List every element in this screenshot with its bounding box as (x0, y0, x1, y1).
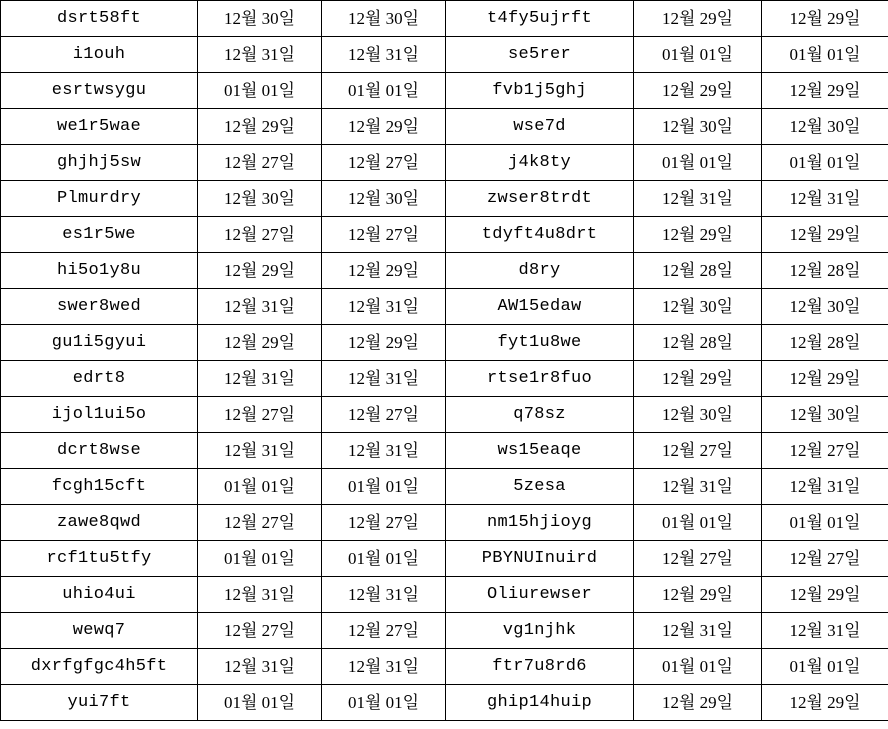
cell-left-id[interactable]: es1r5we (1, 217, 198, 253)
cell-left-date-1[interactable]: 01월 01일 (198, 73, 322, 109)
cell-left-date-2[interactable]: 12월 27일 (322, 613, 446, 649)
table-row (1, 145, 888, 181)
cell-right-date-2[interactable]: 12월 30일 (762, 109, 888, 145)
cell-right-date-1[interactable]: 12월 31일 (634, 181, 762, 217)
cell-left-id[interactable]: we1r5wae (1, 109, 198, 145)
cell-left-date-2[interactable]: 12월 31일 (322, 649, 446, 685)
cell-left-date-1[interactable]: 12월 31일 (198, 361, 322, 397)
cell-left-id[interactable]: uhio4ui (1, 577, 198, 613)
cell-left-date-2[interactable]: 12월 27일 (322, 397, 446, 433)
cell-left-id[interactable]: hi5o1y8u (1, 253, 198, 289)
cell-right-date-2[interactable]: 12월 29일 (762, 1, 888, 37)
cell-left-date-1[interactable]: 12월 27일 (198, 145, 322, 181)
cell-right-date-2[interactable]: 12월 31일 (762, 469, 888, 505)
cell-left-date-2[interactable]: 12월 29일 (322, 253, 446, 289)
cell-right-date-1[interactable]: 01월 01일 (634, 505, 762, 541)
cell-left-id[interactable]: edrt8 (1, 361, 198, 397)
cell-right-id[interactable]: Oliurewser (446, 577, 634, 613)
cell-left-date-2[interactable]: 12월 27일 (322, 505, 446, 541)
cell-left-id[interactable]: ijol1ui5o (1, 397, 198, 433)
cell-left-date-2[interactable]: 01월 01일 (322, 73, 446, 109)
table-row (1, 109, 888, 145)
cell-right-id[interactable]: fvb1j5ghj (446, 73, 634, 109)
cell-left-id[interactable]: i1ouh (1, 37, 198, 73)
cell-left-date-1[interactable]: 12월 29일 (198, 325, 322, 361)
cell-right-date-1[interactable]: 12월 29일 (634, 685, 762, 721)
cell-left-date-1[interactable]: 12월 27일 (198, 613, 322, 649)
cell-left-id[interactable]: swer8wed (1, 289, 198, 325)
cell-left-id[interactable]: Plmurdry (1, 181, 198, 217)
cell-right-date-2[interactable]: 01월 01일 (762, 37, 888, 73)
cell-left-date-1[interactable]: 12월 27일 (198, 217, 322, 253)
cell-left-date-2[interactable]: 12월 31일 (322, 37, 446, 73)
cell-right-date-1[interactable]: 12월 29일 (634, 577, 762, 613)
cell-right-date-1[interactable]: 12월 29일 (634, 361, 762, 397)
cell-right-id[interactable]: j4k8ty (446, 145, 634, 181)
cell-right-id[interactable]: nm15hjioyg (446, 505, 634, 541)
cell-left-date-1[interactable]: 12월 31일 (198, 433, 322, 469)
cell-right-date-1[interactable]: 01월 01일 (634, 649, 762, 685)
cell-right-date-1[interactable]: 12월 30일 (634, 397, 762, 433)
cell-right-id[interactable]: tdyft4u8drt (446, 217, 634, 253)
cell-left-id[interactable]: zawe8qwd (1, 505, 198, 541)
cell-right-id[interactable]: zwser8trdt (446, 181, 634, 217)
cell-right-date-2[interactable]: 12월 29일 (762, 73, 888, 109)
cell-right-id[interactable]: ftr7u8rd6 (446, 649, 634, 685)
cell-right-date-1[interactable]: 12월 29일 (634, 1, 762, 37)
cell-left-date-1[interactable]: 12월 31일 (198, 289, 322, 325)
cell-right-id[interactable]: vg1njhk (446, 613, 634, 649)
cell-right-date-2[interactable]: 12월 27일 (762, 433, 888, 469)
cell-left-date-2[interactable]: 01월 01일 (322, 541, 446, 577)
cell-left-id[interactable]: esrtwsygu (1, 73, 198, 109)
cell-left-date-1[interactable]: 12월 31일 (198, 37, 322, 73)
table-row (1, 577, 888, 613)
cell-left-id[interactable]: rcf1tu5tfy (1, 541, 198, 577)
cell-right-date-2[interactable]: 12월 28일 (762, 325, 888, 361)
table-row (1, 505, 888, 541)
table-row (1, 73, 888, 109)
cell-right-date-2[interactable]: 01월 01일 (762, 649, 888, 685)
cell-left-id[interactable]: yui7ft (1, 685, 198, 721)
cell-left-date-1[interactable]: 12월 30일 (198, 1, 322, 37)
cell-left-date-2[interactable]: 01월 01일 (322, 469, 446, 505)
table-row (1, 217, 888, 253)
table-row (1, 469, 888, 505)
cell-right-date-1[interactable]: 12월 27일 (634, 541, 762, 577)
cell-left-date-2[interactable]: 12월 29일 (322, 109, 446, 145)
table-row (1, 541, 888, 577)
table-row (1, 649, 888, 685)
cell-left-date-1[interactable]: 12월 29일 (198, 109, 322, 145)
cell-right-date-2[interactable]: 12월 31일 (762, 613, 888, 649)
cell-left-date-2[interactable]: 12월 31일 (322, 361, 446, 397)
cell-left-id[interactable]: fcgh15cft (1, 469, 198, 505)
cell-left-date-1[interactable]: 12월 31일 (198, 577, 322, 613)
cell-right-id[interactable]: q78sz (446, 397, 634, 433)
table-row (1, 289, 888, 325)
cell-right-date-1[interactable]: 12월 27일 (634, 433, 762, 469)
cell-right-date-1[interactable]: 01월 01일 (634, 37, 762, 73)
cell-right-date-1[interactable]: 12월 29일 (634, 217, 762, 253)
cell-left-id[interactable]: gu1i5gyui (1, 325, 198, 361)
cell-right-date-2[interactable]: 01월 01일 (762, 145, 888, 181)
cell-right-id[interactable]: rtse1r8fuo (446, 361, 634, 397)
table-row (1, 325, 888, 361)
cell-right-id[interactable]: wse7d (446, 109, 634, 145)
cell-right-date-2[interactable]: 12월 30일 (762, 397, 888, 433)
cell-right-date-1[interactable]: 12월 28일 (634, 325, 762, 361)
table-row (1, 361, 888, 397)
cell-left-date-2[interactable]: 01월 01일 (322, 685, 446, 721)
cell-left-date-1[interactable]: 12월 30일 (198, 181, 322, 217)
table-row (1, 37, 888, 73)
cell-left-id[interactable]: dcrt8wse (1, 433, 198, 469)
cell-right-date-1[interactable]: 12월 29일 (634, 73, 762, 109)
cell-left-date-2[interactable]: 12월 27일 (322, 217, 446, 253)
table-row (1, 397, 888, 433)
cell-right-id[interactable]: AW15edaw (446, 289, 634, 325)
cell-left-id[interactable]: dsrt58ft (1, 1, 198, 37)
cell-right-id[interactable]: ghip14huip (446, 685, 634, 721)
table-row (1, 1, 888, 37)
cell-right-date-1[interactable]: 12월 30일 (634, 289, 762, 325)
cell-left-id[interactable]: dxrfgfgc4h5ft (1, 649, 198, 685)
cell-left-date-2[interactable]: 12월 29일 (322, 325, 446, 361)
cell-right-date-1[interactable]: 12월 31일 (634, 469, 762, 505)
cell-left-date-2[interactable]: 12월 30일 (322, 1, 446, 37)
cell-right-id[interactable]: ws15eaqe (446, 433, 634, 469)
table-row (1, 433, 888, 469)
cell-left-id[interactable]: wewq7 (1, 613, 198, 649)
cell-left-date-1[interactable]: 01월 01일 (198, 469, 322, 505)
cell-right-id[interactable]: se5rer (446, 37, 634, 73)
cell-right-date-2[interactable]: 12월 29일 (762, 685, 888, 721)
table-row (1, 685, 888, 721)
table-body (1, 1, 888, 721)
cell-left-date-1[interactable]: 12월 27일 (198, 397, 322, 433)
cell-right-date-1[interactable]: 01월 01일 (634, 145, 762, 181)
cell-right-date-2[interactable]: 12월 29일 (762, 217, 888, 253)
cell-right-id[interactable]: fyt1u8we (446, 325, 634, 361)
table-row (1, 253, 888, 289)
cell-right-id[interactable]: 5zesa (446, 469, 634, 505)
cell-right-date-2[interactable]: 12월 28일 (762, 253, 888, 289)
cell-right-date-2[interactable]: 12월 27일 (762, 541, 888, 577)
cell-left-date-2[interactable]: 12월 31일 (322, 433, 446, 469)
cell-left-date-1[interactable]: 01월 01일 (198, 541, 322, 577)
table-row (1, 613, 888, 649)
cell-right-date-2[interactable]: 01월 01일 (762, 505, 888, 541)
cell-right-date-2[interactable]: 12월 29일 (762, 577, 888, 613)
cell-right-id[interactable]: d8ry (446, 253, 634, 289)
cell-right-id[interactable]: t4fy5ujrft (446, 1, 634, 37)
cell-right-date-2[interactable]: 12월 29일 (762, 361, 888, 397)
cell-right-date-1[interactable]: 12월 31일 (634, 613, 762, 649)
table-row (1, 181, 888, 217)
cell-left-date-2[interactable]: 12월 31일 (322, 289, 446, 325)
cell-right-date-1[interactable]: 12월 30일 (634, 109, 762, 145)
cell-right-date-2[interactable]: 12월 30일 (762, 289, 888, 325)
cell-left-date-2[interactable]: 12월 27일 (322, 145, 446, 181)
cell-left-date-2[interactable]: 12월 30일 (322, 181, 446, 217)
cell-left-date-1[interactable]: 12월 27일 (198, 505, 322, 541)
cell-left-date-2[interactable]: 12월 31일 (322, 577, 446, 613)
cell-right-date-1[interactable]: 12월 28일 (634, 253, 762, 289)
cell-left-date-1[interactable]: 01월 01일 (198, 685, 322, 721)
cell-right-id[interactable]: PBYNUInuird (446, 541, 634, 577)
cell-left-date-1[interactable]: 12월 31일 (198, 649, 322, 685)
cell-left-id[interactable]: ghjhj5sw (1, 145, 198, 181)
cell-right-date-2[interactable]: 12월 31일 (762, 181, 888, 217)
cell-left-date-1[interactable]: 12월 29일 (198, 253, 322, 289)
